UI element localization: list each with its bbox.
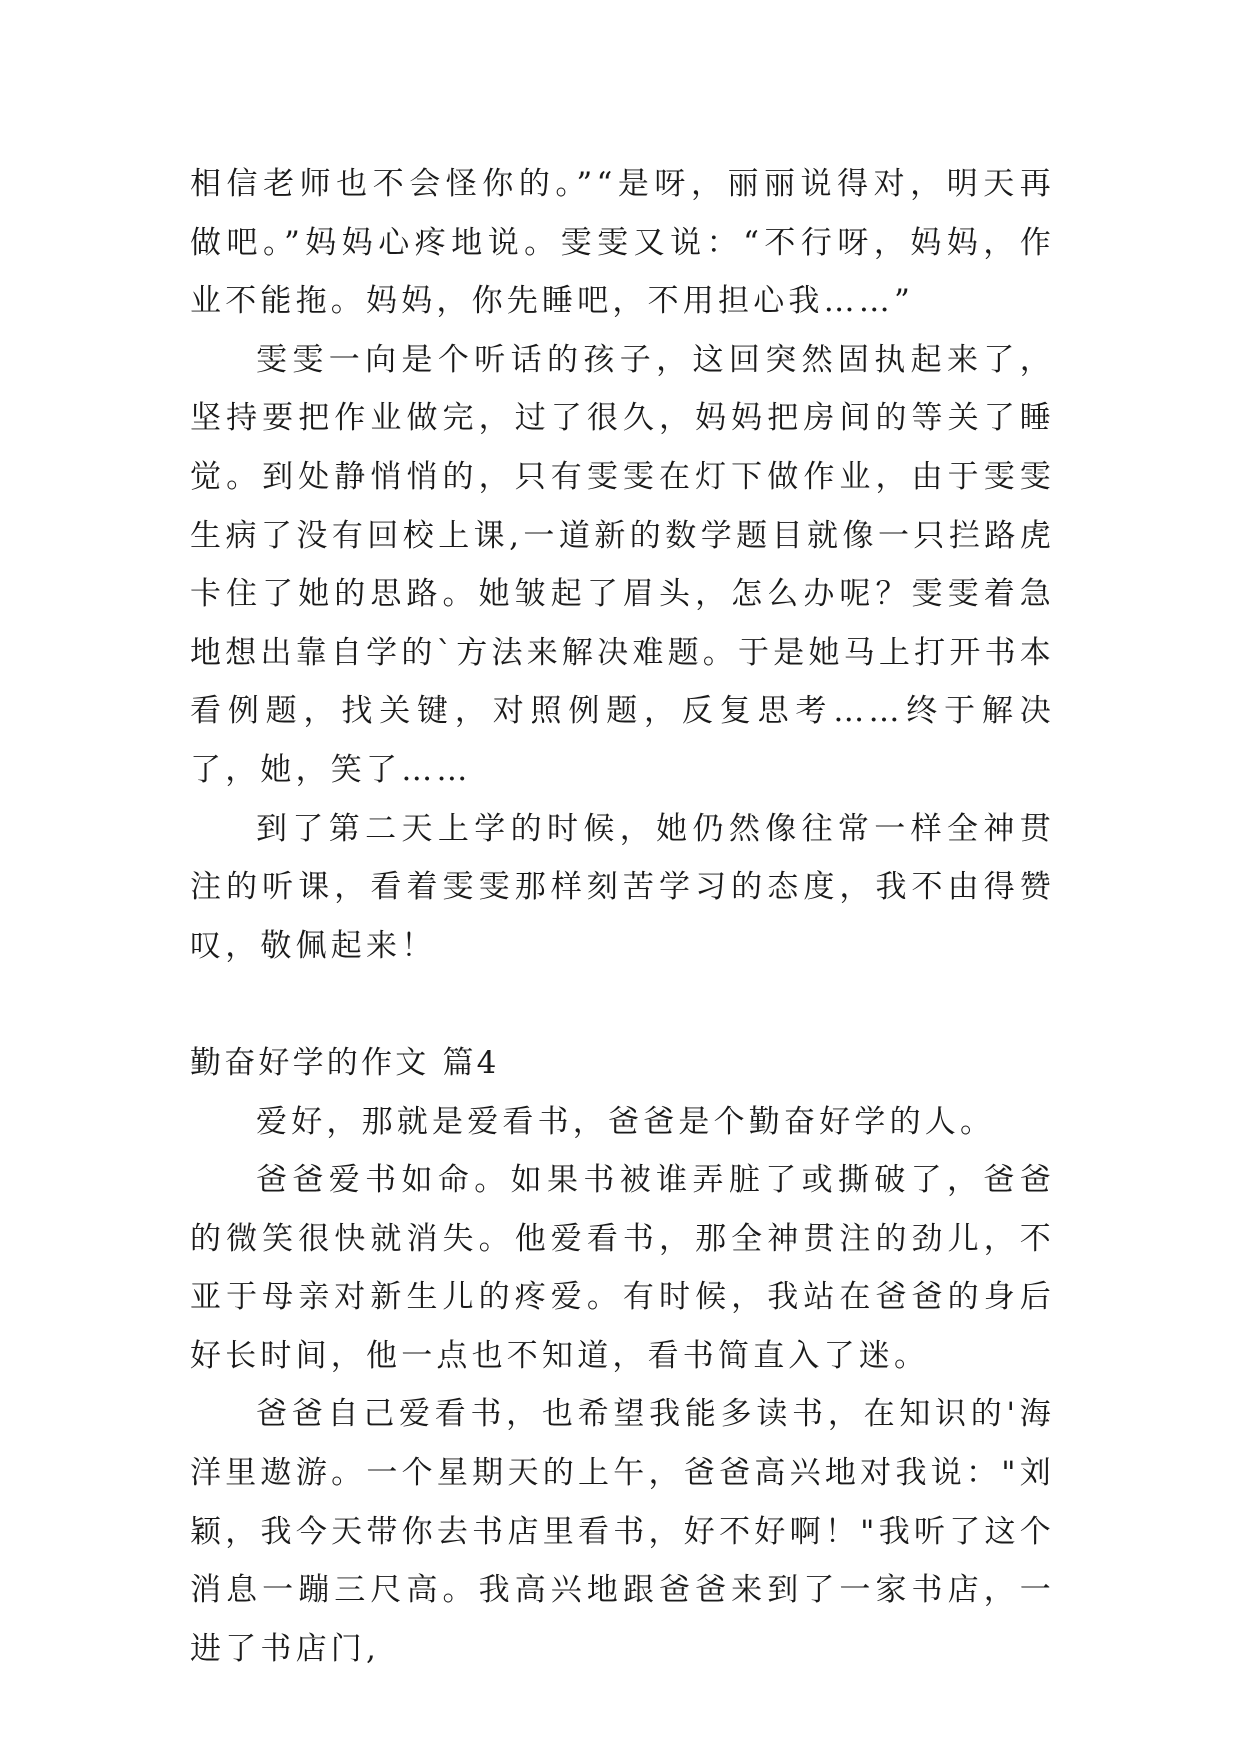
section-title: 勤奋好学的作文 篇4 (190, 1044, 500, 1081)
document-body (190, 155, 1055, 1678)
paragraph-next-day: 到了第二天上学的时候，她仍然像往常一样全神贯注的听课，看着雯雯那样刻苦学习的态度，我不由得赞叹，敬佩起来！ (190, 810, 1055, 964)
paragraph-continuation: 相信老师也不会怪你的。”“是呀，丽丽说得对，明天再做吧。”妈妈心疼地说。雯雯又说：“不行呀，妈妈，作业不能拖。妈妈，你先睡吧，不用担心我……” (190, 166, 1055, 320)
paragraph-bookstore-trip: 爸爸自己爱看书，也希望我能多读书，在知识的'海洋里遨游。一个星期天的上午，爸爸高兴地对我说："刘颖，我今天带你去书店里看书，好不好啊！"我听了这个消息一蹦三尺高。我高兴地跟爸爸来到了一家书店，一进了书店门, (190, 1396, 1055, 1667)
paragraph-hobby: 爱好，那就是爱看书，爸爸是个勤奋好学的人。 (256, 1103, 996, 1140)
paragraph-wenwen-homework: 雯雯一向是个听话的孩子，这回突然固执起来了，坚持要把作业做完，过了很久，妈妈把房间的等关了睡觉。到处静悄悄的，只有雯雯在灯下做作业，由于雯雯生病了没有回校上课,一道新的数学题目就像一只拦路虎卡住了她的思路。她皱起了眉头，怎么办呢？雯雯着急地想出靠自学的`方法来解决难题。于是她马上打开书本看例题，找关键，对照例题，反复思考……终于解决了，她，笑了…… (190, 341, 1055, 788)
paragraph-father-loves-books: 爸爸爱书如命。如果书被谁弄脏了或撕破了，爸爸的微笑很快就消失。他爱看书，那全神贯注的劲儿，不亚于母亲对新生儿的疼爱。有时候，我站在爸爸的身后好长时间，他一点也不知道，看书简直入了迷。 (190, 1162, 1055, 1374)
